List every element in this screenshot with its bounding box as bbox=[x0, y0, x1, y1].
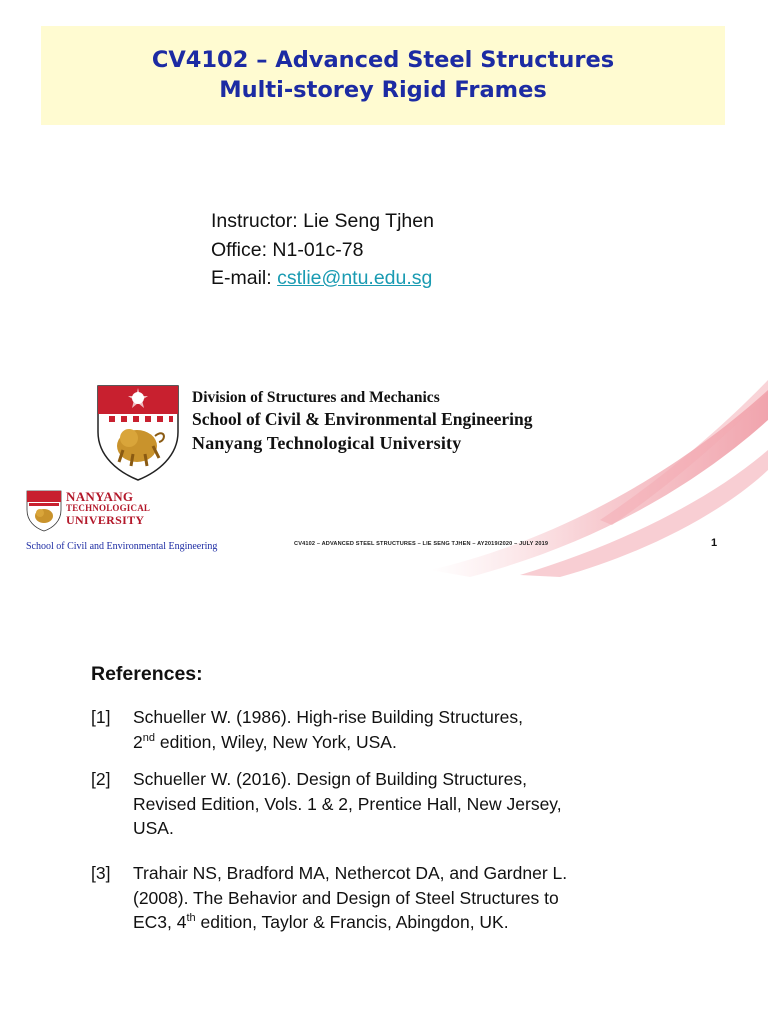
course-title: CV4102 – Advanced Steel Structures bbox=[151, 47, 615, 73]
reference-line bbox=[133, 730, 693, 755]
references-heading: References: bbox=[91, 663, 203, 685]
page-number: 1 bbox=[711, 537, 718, 549]
lecture-title: Multi-storey Rigid Frames bbox=[219, 77, 547, 103]
ntu-wordmark bbox=[66, 490, 150, 527]
ntu-wordmark-line2: TECHNOLOGICAL bbox=[66, 503, 151, 513]
reference-line: Trahair NS, Bradford MA, Nethercot DA, and Gardner L. bbox=[133, 863, 568, 883]
reference-text bbox=[133, 705, 693, 754]
reference-line: Revised Edition, Vols. 1 & 2, Prentice Hall, New Jersey, bbox=[133, 793, 562, 814]
reference-line: (2008). The Behavior and Design of Steel Structures to bbox=[133, 887, 559, 908]
reference-text bbox=[133, 767, 693, 841]
reference-text-part: edition, Wiley, New York, USA. bbox=[154, 731, 397, 752]
instructor-name: Instructor: Lie Seng Tjhen bbox=[211, 210, 434, 232]
superscript: nd bbox=[142, 731, 155, 744]
reference-text-part: 2 bbox=[133, 731, 143, 752]
reference-number: [2] bbox=[91, 769, 111, 789]
reference-number: [3] bbox=[91, 863, 111, 883]
reference-line bbox=[133, 910, 693, 935]
ntu-wordmark-line3: UNIVERSITY bbox=[66, 513, 145, 527]
office-location: Office: N1-01c-78 bbox=[211, 238, 364, 261]
school-caption: School of Civil and Environmental Engineering bbox=[26, 541, 218, 552]
reference-line: USA. bbox=[133, 818, 174, 838]
ntu-wordmark-line1: NANYANG bbox=[66, 489, 134, 504]
school-name: School of Civil & Environmental Engineering bbox=[192, 409, 533, 429]
reference-text-part: edition, Taylor & Francis, Abingdon, UK. bbox=[195, 912, 509, 932]
email-label: E-mail: bbox=[211, 267, 278, 289]
university-name: Nanyang Technological University bbox=[192, 433, 462, 453]
slide-footer: CV4102 – ADVANCED STEEL STRUCTURES – LIE SENG TJHEN – AY2019/2020 – JULY 2019 bbox=[294, 541, 549, 547]
instructor-info bbox=[211, 207, 434, 293]
ntu-logo-icon bbox=[26, 490, 62, 532]
university-crest-icon bbox=[95, 384, 181, 482]
department-block bbox=[192, 388, 532, 455]
reference-text-part: EC3, 4 bbox=[133, 912, 187, 932]
superscript: th bbox=[186, 912, 196, 925]
references-section bbox=[91, 662, 731, 932]
division-name: Division of Structures and Mechanics bbox=[192, 389, 440, 406]
slide-title-box bbox=[41, 26, 725, 125]
reference-line: Schueller W. (1986). High-rise Building Structures, bbox=[133, 707, 524, 727]
email-line bbox=[211, 264, 434, 293]
email-link[interactable]: cstlie@ntu.edu.sg bbox=[277, 267, 433, 289]
reference-number: [1] bbox=[91, 707, 111, 727]
reference-text bbox=[133, 861, 693, 935]
reference-line: Schueller W. (2016). Design of Building Structures, bbox=[133, 769, 527, 789]
